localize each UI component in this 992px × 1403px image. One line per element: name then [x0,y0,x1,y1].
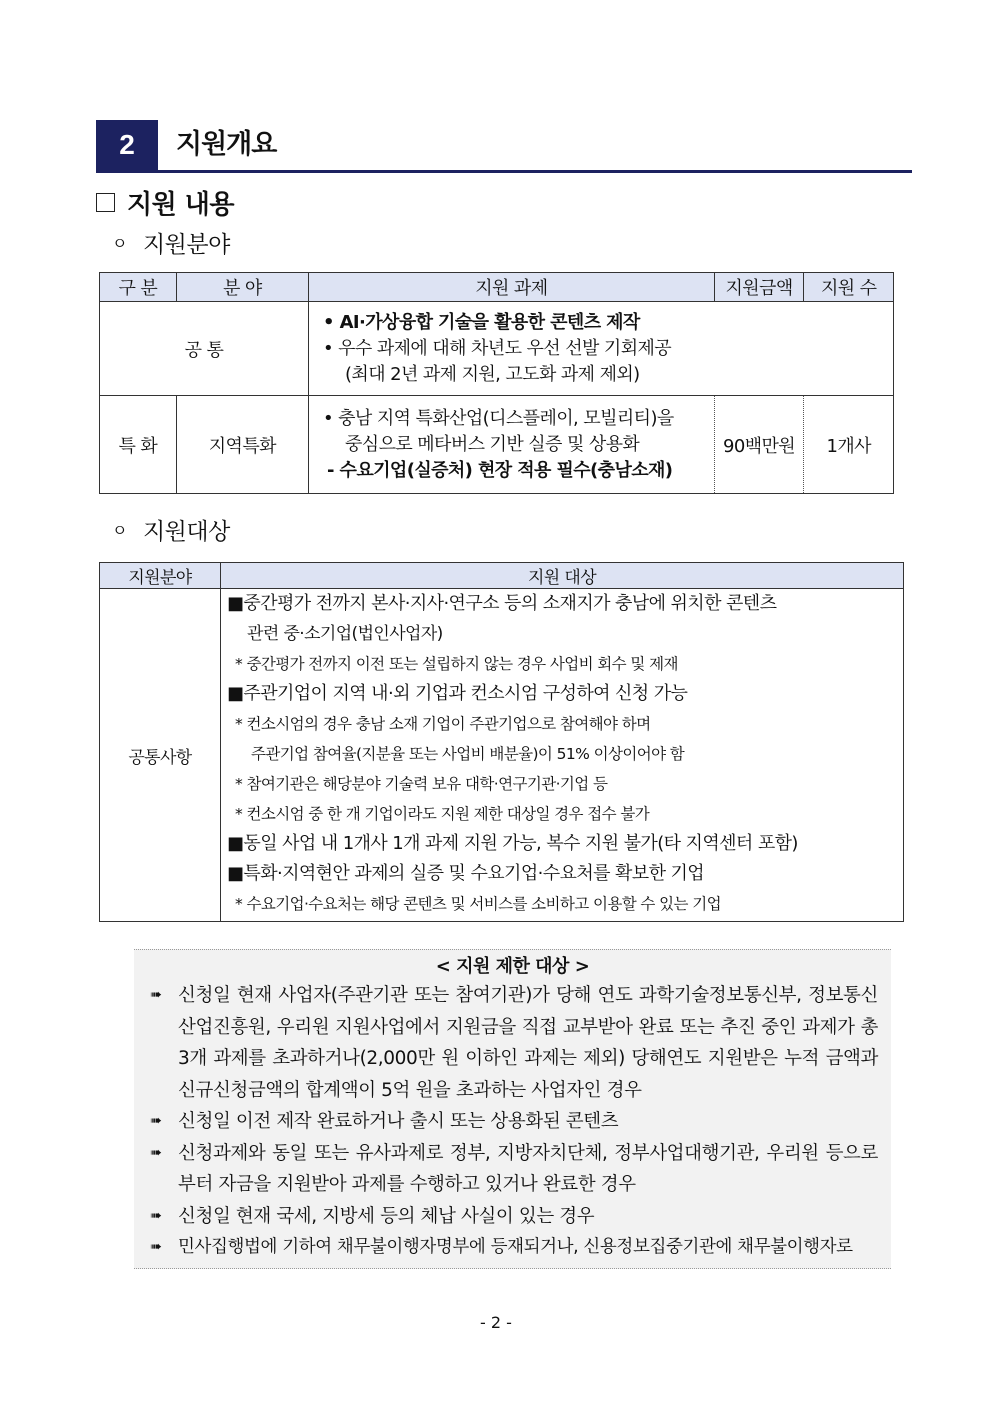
target-line: 관련 중·소기업(법인사업자) [247,624,443,644]
circle-bullet-icon: ㅇ [112,234,127,253]
task-line: • 충남 지역 특화산업(디스플레이, 모빌리티)을 [323,407,674,429]
page-number: - 2 - [480,1313,512,1332]
common-tasks [309,302,894,396]
restriction-title: < 지원 제한 대상 > [435,956,590,977]
restriction-text: 신청일 현재 국세, 지방세 등의 체납 사실이 있는 경우 [178,1205,595,1227]
task-line: (최대 2년 과제 지원, 고도화 과제 제외) [345,363,640,385]
target-line: ■특화·지역현안 과제의 실증 및 수요기업·수요처를 확보한 기업 [227,863,705,884]
subheading-title: 지원대상 [142,519,230,545]
category-common-items: 공통사항 [100,589,221,922]
square-bullet-icon [96,193,115,212]
target-note: 주관기업 참여율(지분율 또는 사업비 배분율)이 51% 이상이어야 함 [251,745,685,763]
arrow-bullet-icon: ➠ [150,1207,162,1224]
restriction-box [134,949,891,1269]
arrow-bullet-icon: ➠ [150,1144,162,1161]
heading-title: 지원 내용 [127,190,235,220]
restriction-text: 신청과제와 동일 또는 유사과제로 정부, 지방자치단체, 정부사업대행기관, 우리원 등으로부터 자금을 지원받아 과제를 수행하고 있거나 완료한 경우 [178,1142,878,1195]
target-note: * 컨소시엄의 경우 충남 소재 기업이 주관기업으로 참여해야 하며 [235,715,651,733]
column-header: 지원 과제 [309,273,715,302]
target-note: * 수요기업·수요처는 해당 콘텐츠 및 서비스를 소비하고 이용할 수 있는 기업 [235,895,721,913]
special-tasks [309,396,715,494]
support-amount: 90백만원 [714,396,804,494]
category-special: 특 화 [100,396,177,494]
target-line: ■주관기업이 지역 내·외 기업과 컨소시엄 구성하여 신청 가능 [227,683,688,704]
column-header: 지원 수 [804,273,894,302]
column-header: 지원분야 [100,563,221,589]
subheading-targets [112,513,230,546]
section-number: 2 [96,120,158,170]
target-line: ■동일 사업 내 1개사 1개 과제 지원 가능, 복수 지원 불가(타 지역센터 포함) [227,833,798,854]
column-header: 분 야 [176,273,308,302]
support-count: 1개사 [804,396,894,494]
restriction-text: 신청일 이전 제작 완료하거나 출시 또는 상용화된 콘텐츠 [178,1111,619,1132]
target-note: * 중간평가 전까지 이전 또는 설립하지 않는 경우 사업비 회수 및 제재 [235,655,678,673]
arrow-bullet-icon: ➠ [150,1113,162,1129]
restriction-item [134,1138,891,1201]
task-line: 중심으로 메타버스 기반 실증 및 상용화 [345,433,640,455]
restriction-item [134,980,891,1106]
task-line: - 수요기업(실증처) 현장 적용 필수(충남소재) [327,459,673,481]
restriction-item [134,1106,891,1138]
arrow-bullet-icon: ➠ [150,1239,162,1255]
subheading-title: 지원분야 [142,232,230,258]
support-fields-table [99,272,894,494]
column-header: 지원 대상 [221,563,904,589]
arrow-bullet-icon: ➠ [150,987,162,1003]
heading-support-content [96,184,234,221]
subheading-fields [112,226,230,259]
restriction-text: 민사집행법에 기하여 채무불이행자명부에 등재되거나, 신용정보집중기관에 채무불이행자로 [178,1237,853,1257]
section-header [96,120,912,173]
table-row [100,302,894,396]
target-lines [221,589,904,922]
table-row [100,589,904,922]
table-row [100,396,894,494]
section-title: 지원개요 [176,129,277,160]
target-note: * 참여기관은 해당분야 기술력 보유 대학·연구기관·기업 등 [235,775,608,793]
category-common: 공 통 [100,302,309,396]
target-note: * 컨소시엄 중 한 개 기업이라도 지원 제한 대상일 경우 접수 불가 [235,805,650,823]
circle-bullet-icon: ㅇ [112,521,127,540]
restriction-item [134,1232,891,1264]
task-line: • 우수 과제에 대해 차년도 우선 선발 기회제공 [323,337,672,359]
support-targets-table [99,562,904,922]
restriction-text: 신청일 현재 사업자(주관기관 또는 참여기관)가 당해 연도 과학기술정보통신부, 정보통신산업진흥원, 우리원 지원사업에서 지원금을 직접 교부받아 완료 또는 추진 중인 과제가 총 3개 과제를 초과하거나(2,000만 원 이하인 과제는 제외) 당해연도 지원받은 누적 금액과 신규신청금액의 합계액이 5억 원을 초과하는 사업자인 경우 [178,985,878,1101]
column-header: 구 분 [100,273,177,302]
task-line: • AI·가상융합 기술을 활용한 콘텐츠 제작 [323,311,640,333]
field-regional: 지역특화 [176,396,308,494]
column-header: 지원금액 [714,273,804,302]
restriction-item [134,1201,891,1233]
target-line: ■중간평가 전까지 본사·지사·연구소 등의 소재지가 충남에 위치한 콘텐츠 [227,593,777,614]
